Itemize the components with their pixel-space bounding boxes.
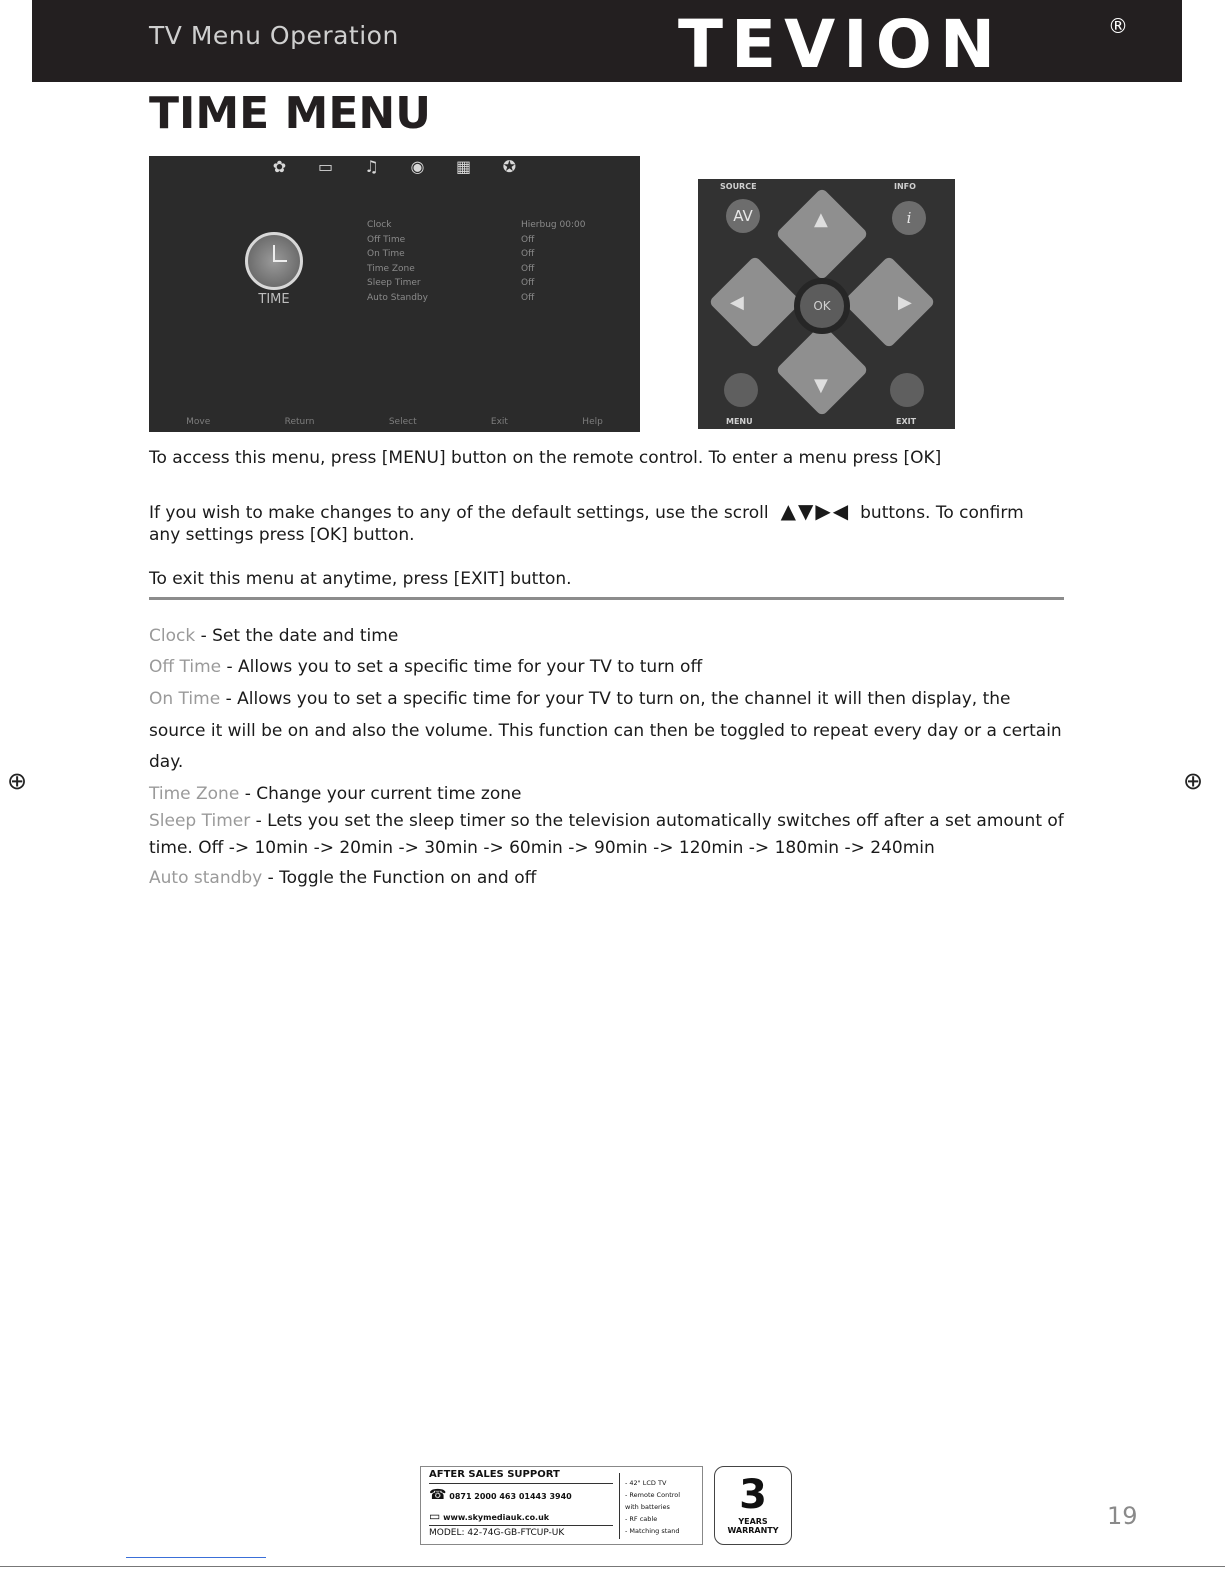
channel-icon: ▭ xyxy=(317,157,334,176)
intro-paragraph-3: To exit this menu at anytime, press [EXIT] button. xyxy=(149,569,572,589)
registration-mark-icon: ⊕ xyxy=(6,767,28,795)
up-button xyxy=(775,187,868,280)
registration-mark-icon: ⊕ xyxy=(1182,767,1204,795)
intro-p2-text-after: buttons. To confirm xyxy=(860,503,1024,523)
warranty-badge xyxy=(714,1466,792,1545)
down-button xyxy=(775,323,868,416)
warranty-line1: YEARS xyxy=(738,1517,768,1526)
left-arrow-icon: ◀ xyxy=(730,292,744,313)
ok-button: OK xyxy=(794,278,850,334)
lock-icon: ▦ xyxy=(455,157,472,176)
warranty-line2: WARRANTY xyxy=(727,1526,779,1535)
tv-menu-value: Off xyxy=(521,234,535,245)
bottom-link-line xyxy=(126,1557,266,1558)
definition-desc: - Toggle the Function on and off xyxy=(262,868,537,888)
support-phone: ☎ 0871 2000 463 01443 3940 xyxy=(429,1487,572,1503)
box-content-item: - Matching stand xyxy=(625,1527,680,1535)
tv-footer-hint: Select xyxy=(388,416,417,427)
box-content-item: - Remote Control xyxy=(625,1491,681,1499)
tv-menu-item: Sleep Timer xyxy=(367,278,421,289)
tv-menu-value: Off xyxy=(521,263,535,274)
support-title: AFTER SALES SUPPORT xyxy=(429,1469,560,1480)
definition-desc: - Change your current time zone xyxy=(239,784,522,804)
tv-menu-icon-bar xyxy=(149,156,640,182)
tv-footer-hint: Help xyxy=(582,416,603,427)
info-label: INFO xyxy=(894,182,916,191)
tv-menu-value: Off xyxy=(521,292,535,303)
support-model: MODEL: 42-74G-GB-FTCUP-UK xyxy=(429,1528,565,1538)
tv-menu-value: Hierbug 00:00 xyxy=(521,220,586,230)
tv-menu-item: Time Zone xyxy=(367,263,415,274)
tv-menu-caption: TIME xyxy=(258,292,290,307)
tv-menu-item: On Time xyxy=(367,249,405,260)
setup-icon: ✪ xyxy=(502,157,517,176)
definition-term: Auto standby xyxy=(149,868,263,888)
definition-time-zone xyxy=(149,779,1064,811)
tv-footer-hint: Exit xyxy=(490,416,508,427)
definition-term: Off Time xyxy=(149,657,222,677)
exit-button xyxy=(890,373,924,407)
definition-desc: - Set the date and time xyxy=(195,626,399,646)
tv-menu-value: Off xyxy=(521,278,535,289)
warranty-years-number: 3 xyxy=(739,1472,767,1518)
menu-label: MENU xyxy=(726,417,753,426)
tv-menu-value: Off xyxy=(521,249,535,260)
scroll-arrows-icon: ▲▼▶◀ xyxy=(780,499,851,523)
info-icon: i xyxy=(892,201,926,235)
tv-menu-screenshot xyxy=(149,156,640,432)
time-icon: ◉ xyxy=(410,157,425,176)
left-button xyxy=(708,255,801,348)
definition-desc: - Lets you set the sleep timer so the television automatically switches off after a set amount of time. Off -> 10min -> 20min -> 30min -> 60min -> 90min -> 120min -> 180min -> 240min xyxy=(149,811,1064,858)
right-arrow-icon: ▶ xyxy=(898,292,912,313)
definition-auto-standby xyxy=(149,863,1064,895)
definition-desc: - Allows you to set a specific time for your TV to turn off xyxy=(221,657,703,677)
box-content-item: - RF cable xyxy=(625,1515,658,1523)
intro-paragraph-1: To access this menu, press [MENU] button on the remote control. To enter a menu press [OK] xyxy=(149,448,942,468)
phone-icon: ☎ xyxy=(429,1487,447,1503)
intro-paragraph-2 xyxy=(149,500,1064,546)
support-web: ▭ www.skymediauk.co.uk xyxy=(429,1509,550,1523)
tv-menu-footer xyxy=(149,411,640,432)
source-label: SOURCE xyxy=(720,182,757,191)
down-arrow-icon: ▼ xyxy=(814,375,828,396)
definition-clock xyxy=(149,621,1064,653)
definition-desc: - Allows you to set a specific time for your TV to turn on, the channel it will then display, the source it will be on and also the volume. This function can then be toggled to repeat every day or a certain day. xyxy=(149,689,1062,772)
intro-p2-line2: any settings press [OK] button. xyxy=(149,525,415,545)
tv-menu-item: Clock xyxy=(367,220,392,230)
tv-menu-items xyxy=(367,218,428,306)
brand-logo: TEVION xyxy=(678,6,1004,83)
menu-button xyxy=(724,373,758,407)
header-bar xyxy=(32,0,1182,82)
tv-menu-item: Auto Standby xyxy=(367,292,428,303)
picture-icon: ✿ xyxy=(272,157,287,176)
computer-icon: ▭ xyxy=(429,1509,441,1523)
intro-p2-text: If you wish to make changes to any of the default settings, use the scroll xyxy=(149,503,769,523)
definition-term: On Time xyxy=(149,689,221,709)
page-title: TIME MENU xyxy=(149,88,431,139)
sound-icon: ♫ xyxy=(364,157,379,176)
tv-footer-hint: Return xyxy=(284,416,315,427)
definition-on-time xyxy=(149,684,1064,779)
after-sales-support-box xyxy=(420,1466,703,1545)
box-contents-list xyxy=(625,1477,680,1537)
bottom-rule xyxy=(0,1566,1225,1567)
divider xyxy=(149,597,1064,600)
exit-label: EXIT xyxy=(896,417,917,426)
page-number: 19 xyxy=(1107,1502,1138,1530)
section-title: TV Menu Operation xyxy=(149,21,399,50)
definition-term: Sleep Timer xyxy=(149,811,251,831)
registered-mark: ® xyxy=(1108,14,1128,38)
definition-off-time xyxy=(149,652,1064,684)
right-button xyxy=(842,255,935,348)
box-content-item: - 42" LCD TV xyxy=(625,1479,667,1487)
tv-footer-hint: Move xyxy=(186,416,211,427)
av-button: AV xyxy=(726,199,760,233)
tv-menu-item: Off Time xyxy=(367,234,406,245)
up-arrow-icon: ▲ xyxy=(814,209,828,230)
clock-icon xyxy=(245,232,303,290)
box-content-item: with batteries xyxy=(625,1503,670,1511)
definition-sleep-timer xyxy=(149,808,1064,861)
definition-term: Clock xyxy=(149,626,196,646)
tv-menu-values xyxy=(521,218,585,306)
remote-control-image xyxy=(698,179,955,429)
definition-term: Time Zone xyxy=(149,784,240,804)
